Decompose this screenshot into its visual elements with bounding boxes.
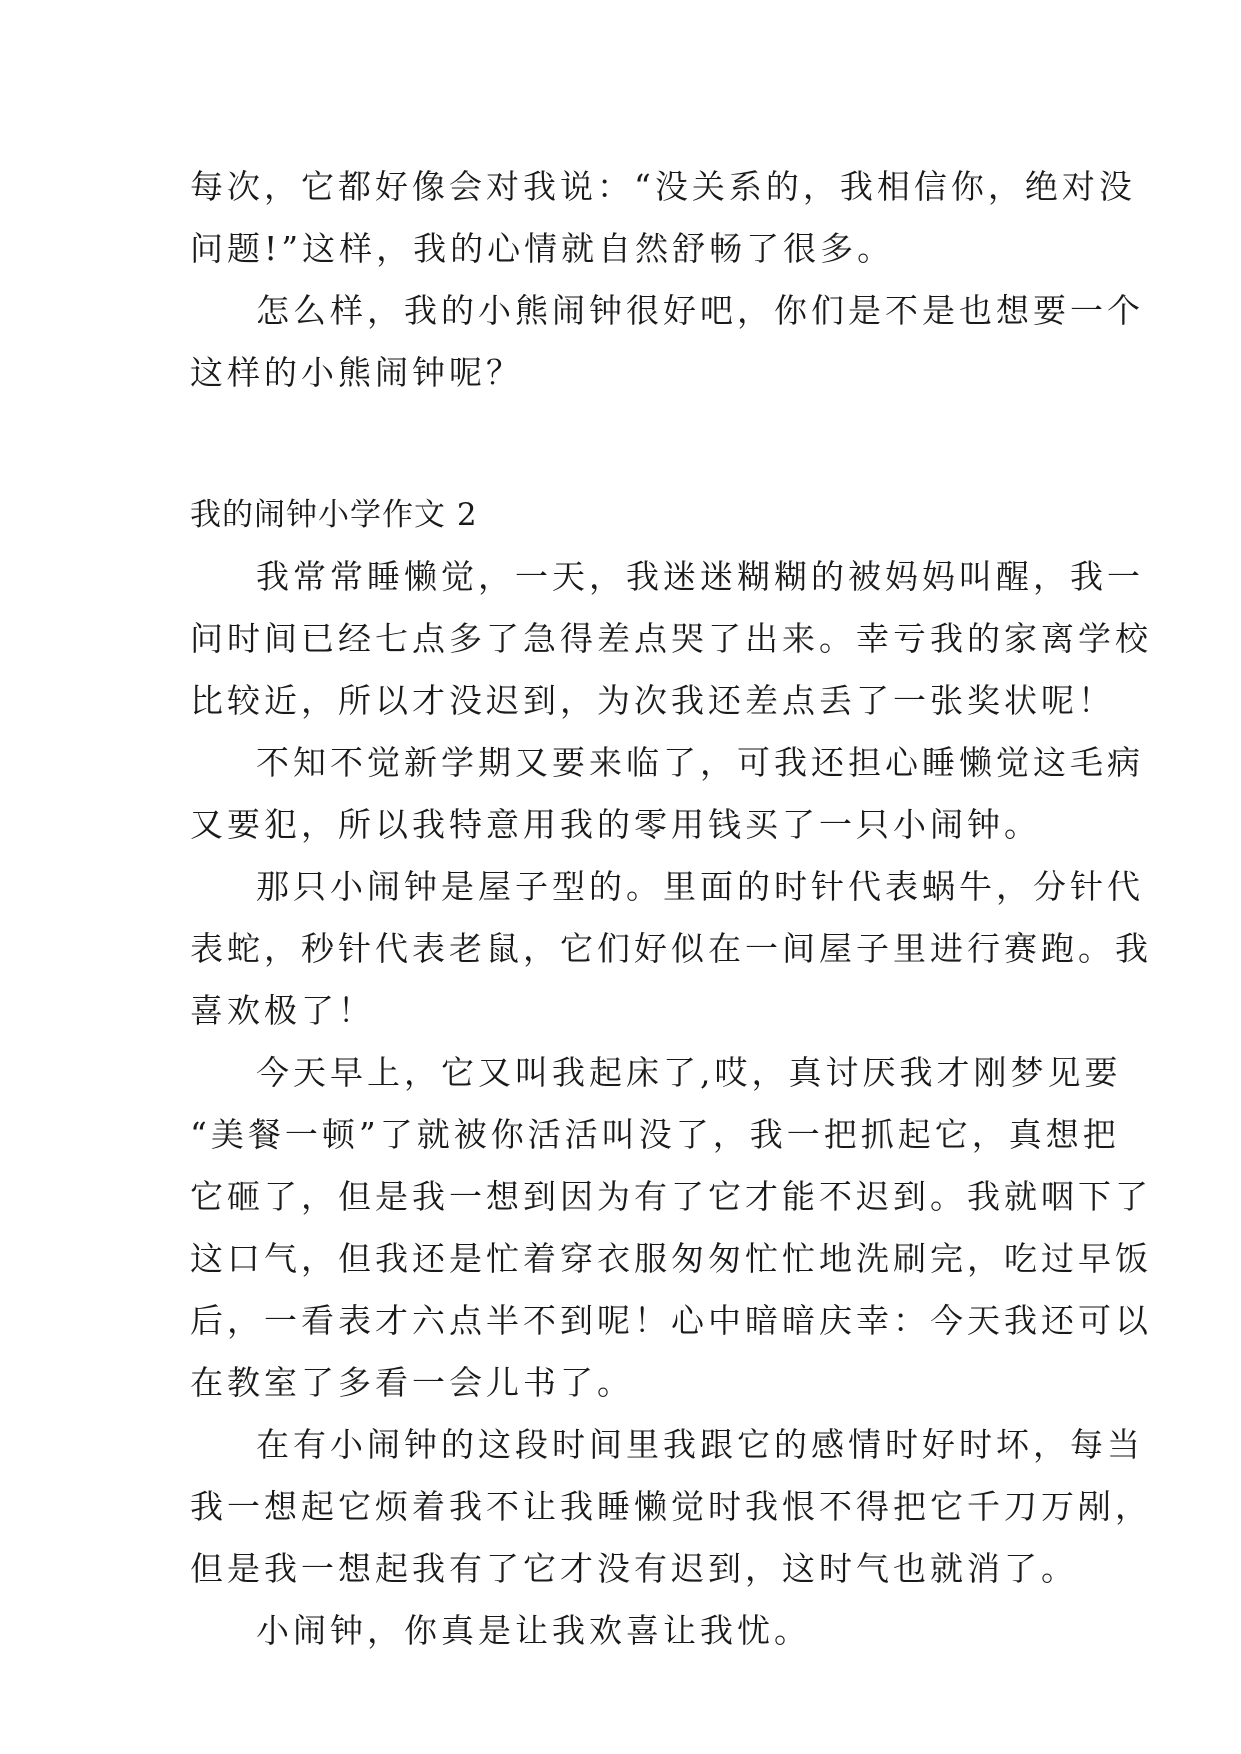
- paragraph-line: 在有小闹钟的这段时间里我跟它的感情时好时坏，每当: [256, 1425, 1144, 1464]
- paragraph-line: 后，一看表才六点半不到呢！心中暗暗庆幸：今天我还可以: [190, 1301, 1152, 1340]
- paragraph-line: 问时间已经七点多了急得差点哭了出来。幸亏我的家离学校: [190, 619, 1152, 658]
- paragraph-line: 在教室了多看一会儿书了。: [190, 1363, 634, 1402]
- paragraph-line: 我一想起它烦着我不让我睡懒觉时我恨不得把它千刀万剐，: [190, 1487, 1152, 1526]
- section-gap: [190, 404, 1054, 484]
- paragraph-line: 又要犯，所以我特意用我的零用钱买了一只小闹钟。: [190, 805, 1041, 844]
- paragraph-line: 比较近，所以才没迟到，为次我还差点丢了一张奖状呢！: [190, 681, 1115, 720]
- paragraph-line: 这口气，但我还是忙着穿衣服匆匆忙忙地洗刷完，吃过早饭: [190, 1239, 1152, 1278]
- paragraph-line: 怎么样，我的小熊闹钟很好吧，你们是不是也想要一个: [256, 291, 1144, 330]
- paragraph-line: 但是我一想起我有了它才没有迟到，这时气也就消了。: [190, 1549, 1078, 1588]
- paragraph-line: 每次，它都好像会对我说：“没关系的，我相信你，绝对没: [190, 167, 1136, 206]
- paragraph-line: 今天早上，它又叫我起床了,哎，真讨厌我才刚梦见要: [256, 1053, 1122, 1092]
- paragraph-line: 喜欢极了！: [190, 991, 375, 1030]
- paragraph-line: 它砸了，但是我一想到因为有了它才能不迟到。我就咽下了: [190, 1177, 1152, 1216]
- paragraph-line: 我常常睡懒觉，一天，我迷迷糊糊的被妈妈叫醒，我一: [256, 557, 1144, 596]
- paragraph-line: 小闹钟，你真是让我欢喜让我忧。: [256, 1611, 811, 1650]
- paragraph-line: 这样的小熊闹钟呢？: [190, 353, 523, 392]
- paragraph-line: 那只小闹钟是屋子型的。里面的时针代表蜗牛，分针代: [256, 867, 1144, 906]
- document-page: [190, 156, 1152, 1662]
- paragraph-line: 表蛇，秒针代表老鼠，它们好似在一间屋子里进行赛跑。我: [190, 929, 1152, 968]
- paragraph-line: “美餐一顿”了就被你活活叫没了，我一把抓起它，真想把: [190, 1115, 1120, 1154]
- paragraph-line: 不知不觉新学期又要来临了，可我还担心睡懒觉这毛病: [256, 743, 1144, 782]
- essay-title: 我的闹钟小学作文 2: [190, 497, 478, 533]
- paragraph-line: 问题!”这样，我的心情就自然舒畅了很多。: [190, 229, 895, 268]
